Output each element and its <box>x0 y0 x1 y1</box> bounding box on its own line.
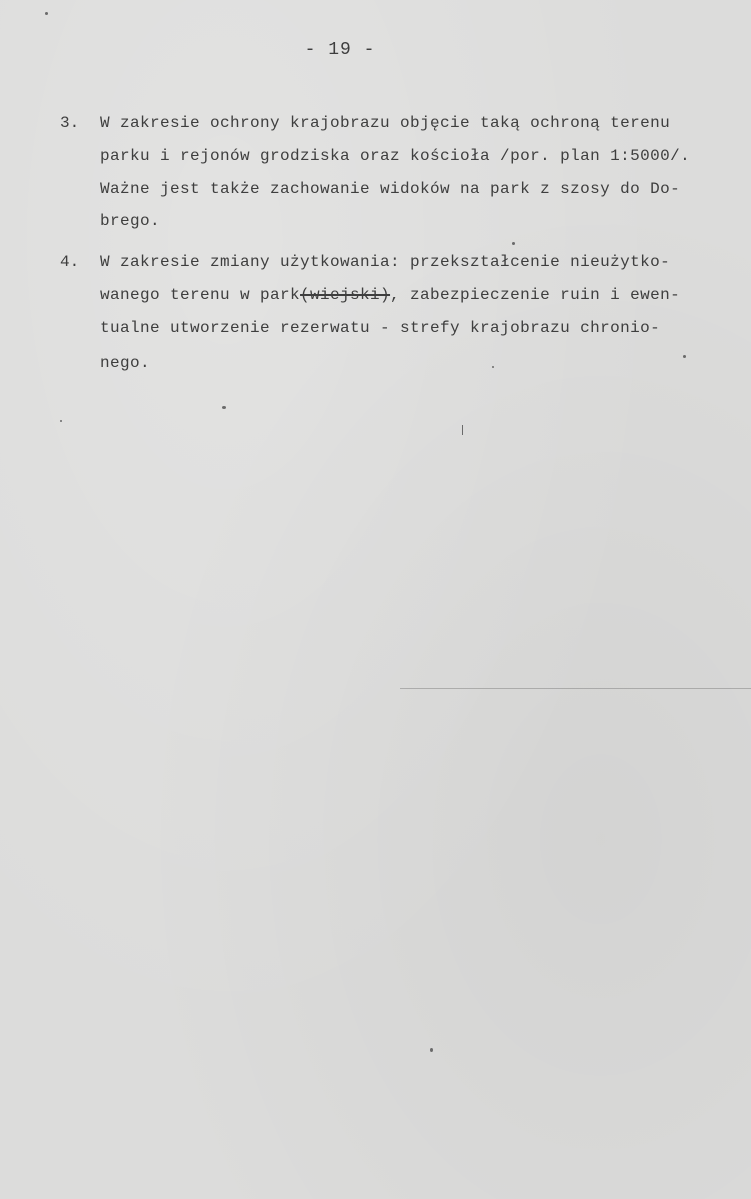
item-3-line-1: W zakresie ochrony krajobrazu objęcie taką ochroną terenu <box>100 114 671 132</box>
item-4-line-4: nego. <box>100 354 151 372</box>
item-number: 3. <box>60 114 80 132</box>
struck-word: (wiejski) <box>300 286 391 304</box>
scan-speck <box>462 425 463 435</box>
item-3-line-2: parku i rejonów grodziska oraz kościoła /por. plan 1:5000/. <box>100 147 691 165</box>
scan-line <box>400 688 751 689</box>
scan-speck <box>430 1048 433 1052</box>
scan-speck <box>45 12 48 15</box>
scan-speck <box>60 420 62 422</box>
scan-speck <box>222 406 226 409</box>
item-4-line-1: W zakresie zmiany użytkowania: przekształcenie nieużytko- <box>100 253 671 271</box>
item-3-line-3: Ważne jest także zachowanie widoków na park z szosy do Do- <box>100 180 681 198</box>
item-4-line-2-start: wanego terenu w park <box>100 286 301 304</box>
item-3-line-4: brego. <box>100 212 161 230</box>
scan-speck <box>492 366 494 368</box>
item-number: 4. <box>60 253 80 271</box>
scan-speck <box>512 242 515 245</box>
page-number: - 19 - <box>304 40 376 60</box>
item-4-line-2 <box>100 286 680 304</box>
item-4-line-3: tualne utworzenie rezerwatu - strefy krajobrazu chronio- <box>100 319 661 337</box>
scan-speck <box>683 355 686 358</box>
item-4-line-2-end: , zabezpieczenie ruin i ewen- <box>390 286 681 304</box>
